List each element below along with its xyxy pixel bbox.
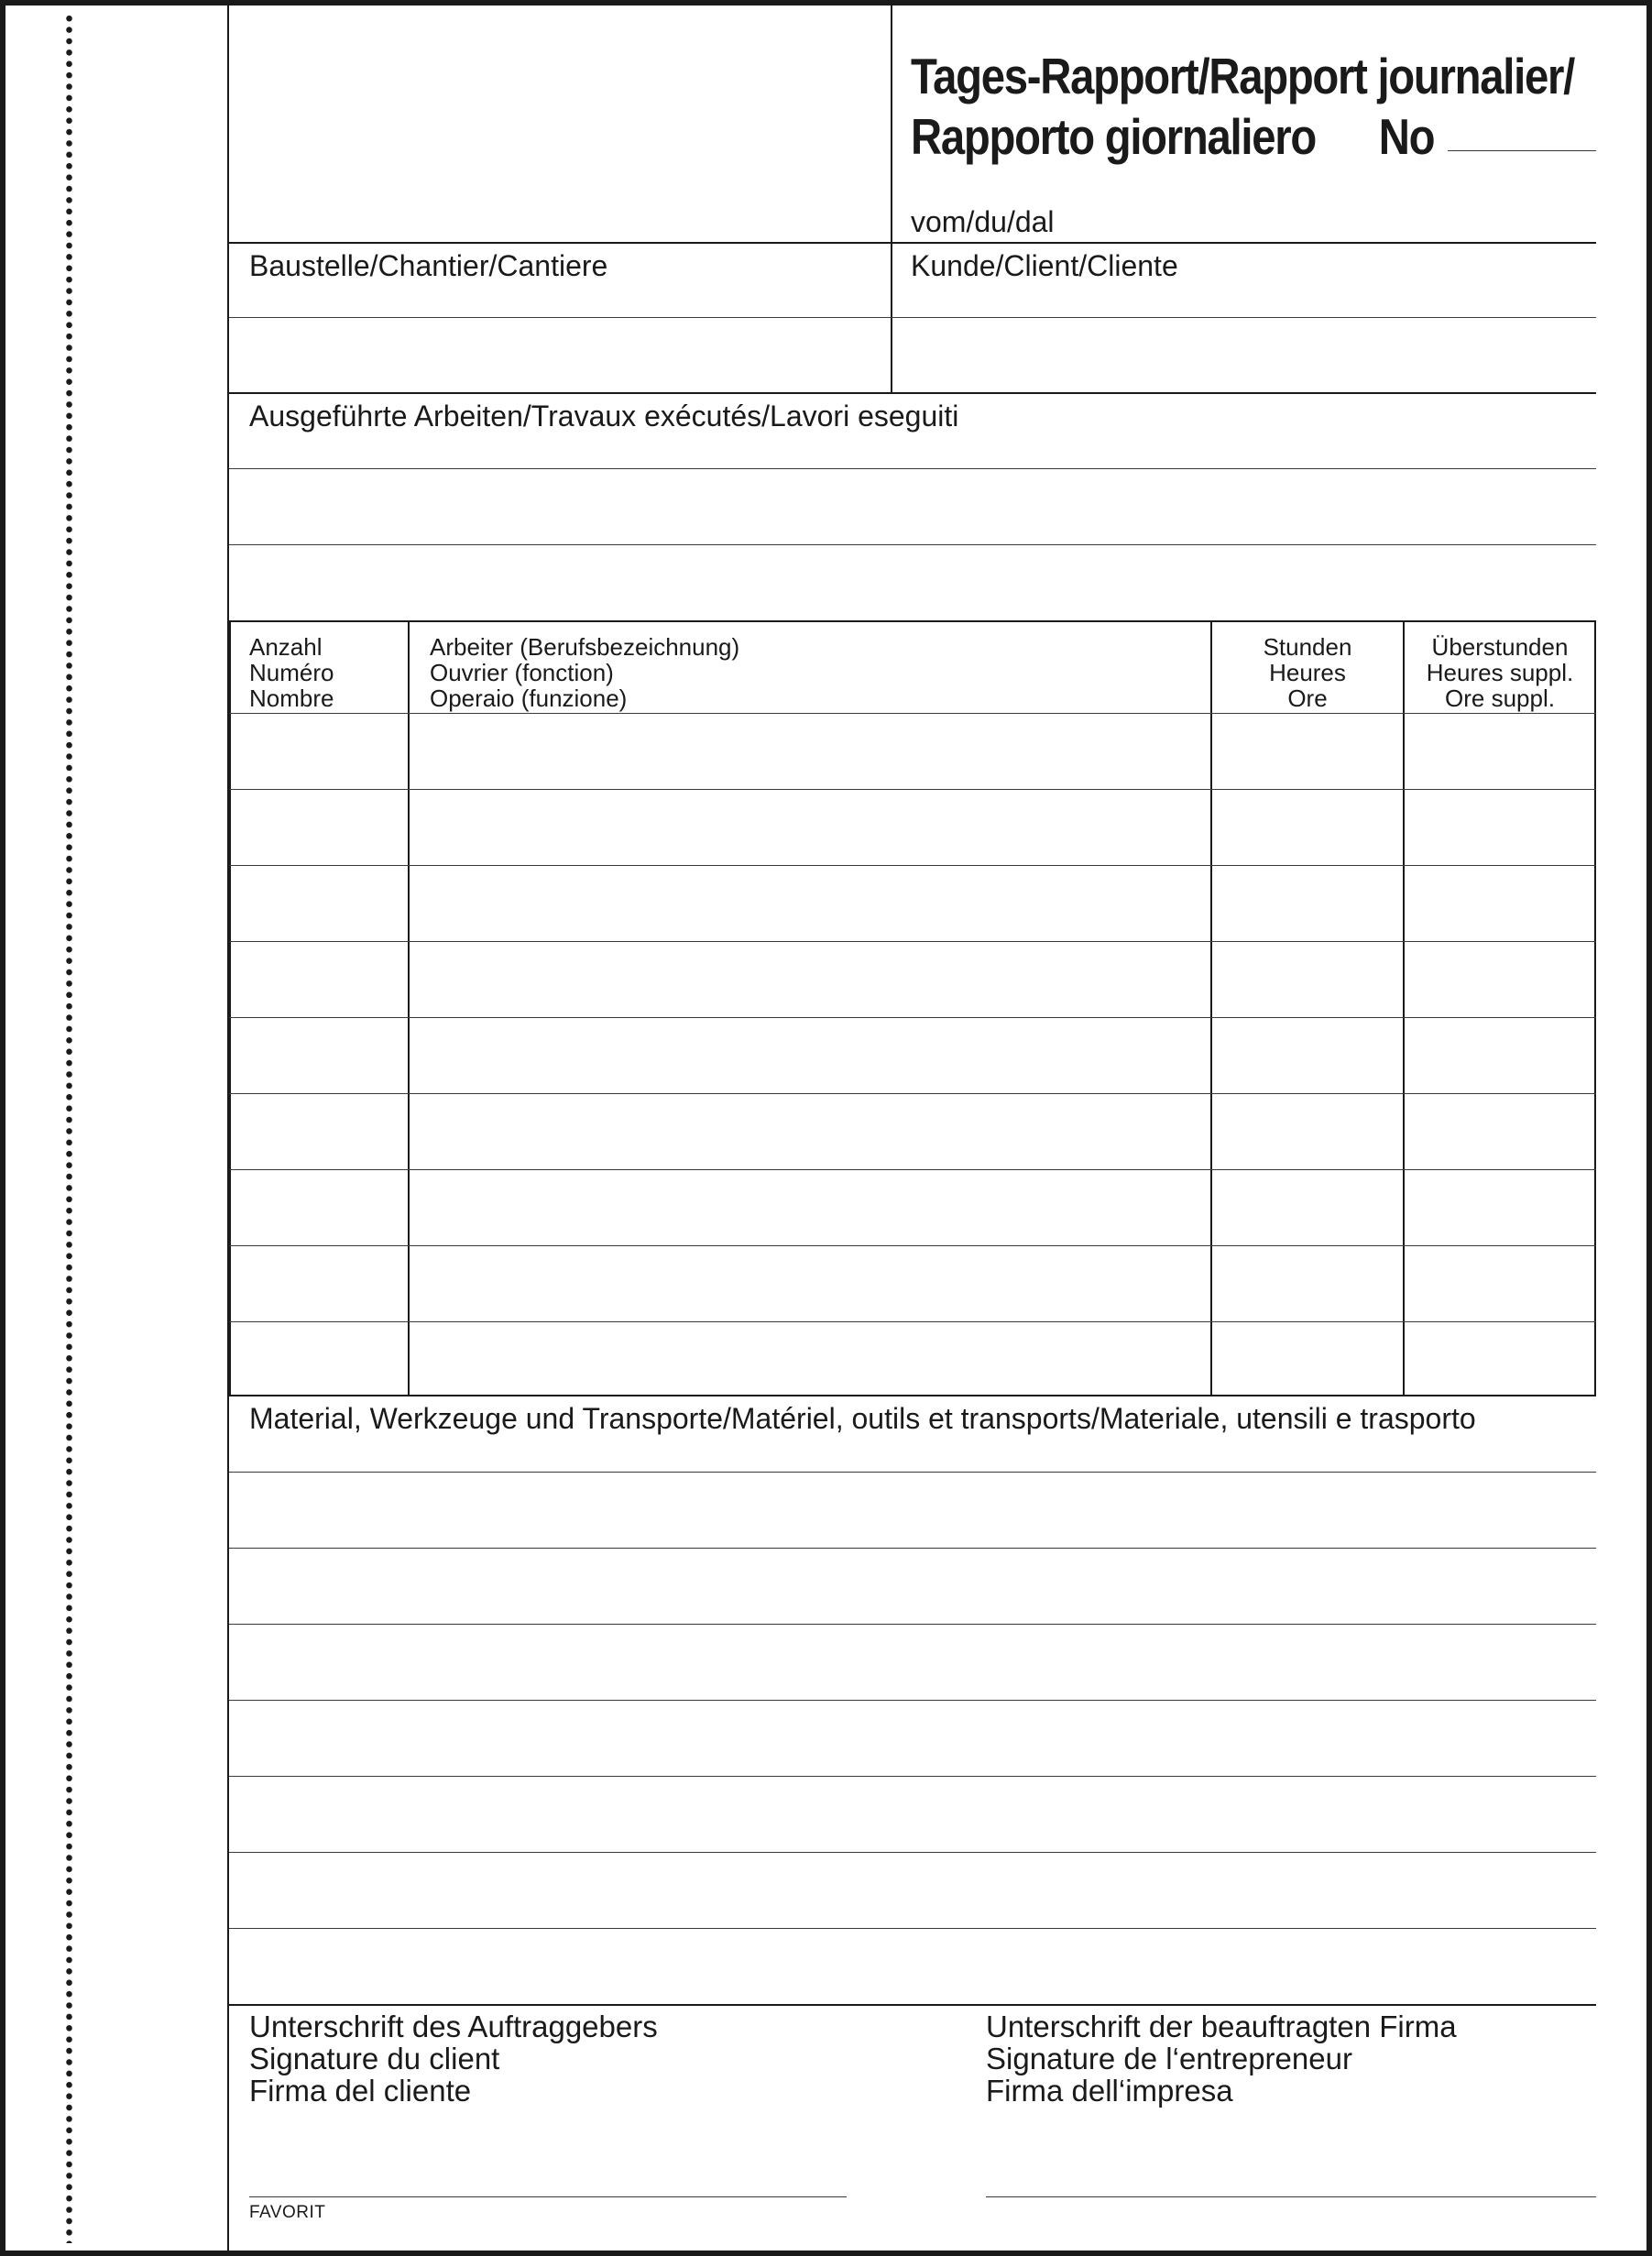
table-row[interactable] (229, 1245, 1596, 1246)
work-line-1[interactable] (229, 468, 1596, 469)
contractor-signature-label-de: Unterschrift der beauftragten Firma (986, 2010, 1457, 2043)
site-label: Baustelle/Chantier/Cantiere (249, 249, 608, 282)
form-title-line2 (911, 106, 1574, 167)
header-divider (891, 5, 892, 392)
table-top-rule (229, 620, 1596, 622)
number-field[interactable] (1448, 150, 1596, 151)
material-line-5[interactable] (229, 1776, 1596, 1777)
number-label: No (1378, 108, 1435, 165)
header-count: Anzahl Numéro Nombre (249, 633, 334, 712)
table-left-border (229, 620, 231, 1395)
contractor-signature-line[interactable] (986, 2196, 1596, 2197)
form-area (229, 5, 1596, 2251)
date-label: vom/du/dal (911, 205, 1055, 238)
brand-label: FAVORIT (249, 2203, 326, 2222)
form-title-line2-text: Rapporto giornaliero (911, 108, 1316, 165)
table-bottom-rule (229, 1395, 1596, 1396)
client-signature-label-it: Firma del cliente (249, 2074, 472, 2108)
table-header-bottom (229, 713, 1596, 714)
material-line-1[interactable] (229, 1472, 1596, 1473)
col-divider-count (408, 620, 410, 1395)
material-line-6[interactable] (229, 1852, 1596, 1853)
material-bottom-rule (229, 2004, 1596, 2006)
form-title-line1: Tages-Rapport/Rapport journalier/ (911, 48, 1574, 104)
client-signature-label-de: Unterschrift des Auftraggebers (249, 2010, 658, 2043)
header-bottom-rule (229, 242, 1596, 244)
table-right-border (1594, 620, 1596, 1395)
material-line-3[interactable] (229, 1624, 1596, 1625)
site-client-bottom-rule (229, 392, 1596, 394)
contractor-signature-label (986, 2010, 1457, 2107)
material-label: Material, Werkzeuge und Transporte/Matériel, outils et transports/Materiale, utensili e trasporto (249, 1402, 1476, 1435)
client-label: Kunde/Client/Cliente (911, 249, 1178, 282)
client-signature-label (249, 2010, 658, 2107)
header-hours: Stunden Heures Ore (1263, 633, 1352, 712)
table-row[interactable] (229, 865, 1596, 866)
client-signature-label-fr: Signature du client (249, 2042, 500, 2075)
col-divider-worker (1210, 620, 1212, 1395)
table-row[interactable] (229, 941, 1596, 942)
client-signature-line[interactable] (249, 2196, 847, 2197)
col-divider-hours (1403, 620, 1405, 1395)
contractor-signature-label-it: Firma dell‘impresa (986, 2074, 1233, 2108)
site-client-line-1[interactable] (229, 317, 1596, 318)
contractor-signature-label-fr: Signature de l‘entrepreneur (986, 2042, 1352, 2075)
material-line-2[interactable] (229, 1548, 1596, 1549)
header-worker: Arbeiter (Berufsbezeichnung) Ouvrier (fonction) Operaio (funzione) (430, 633, 740, 712)
table-row[interactable] (229, 1169, 1596, 1170)
material-line-7[interactable] (229, 1928, 1596, 1929)
table-row[interactable] (229, 1321, 1596, 1322)
table-row[interactable] (229, 1017, 1596, 1018)
header-overtime: Überstunden Heures suppl. Ore suppl. (1426, 633, 1574, 712)
material-line-4[interactable] (229, 1700, 1596, 1701)
form-title (911, 46, 1574, 167)
work-line-2[interactable] (229, 544, 1596, 545)
work-label: Ausgeführte Arbeiten/Travaux exécutés/Lavori eseguiti (249, 400, 959, 433)
table-row[interactable] (229, 1093, 1596, 1094)
table-row[interactable] (229, 789, 1596, 790)
perforation-edge (66, 13, 72, 2243)
